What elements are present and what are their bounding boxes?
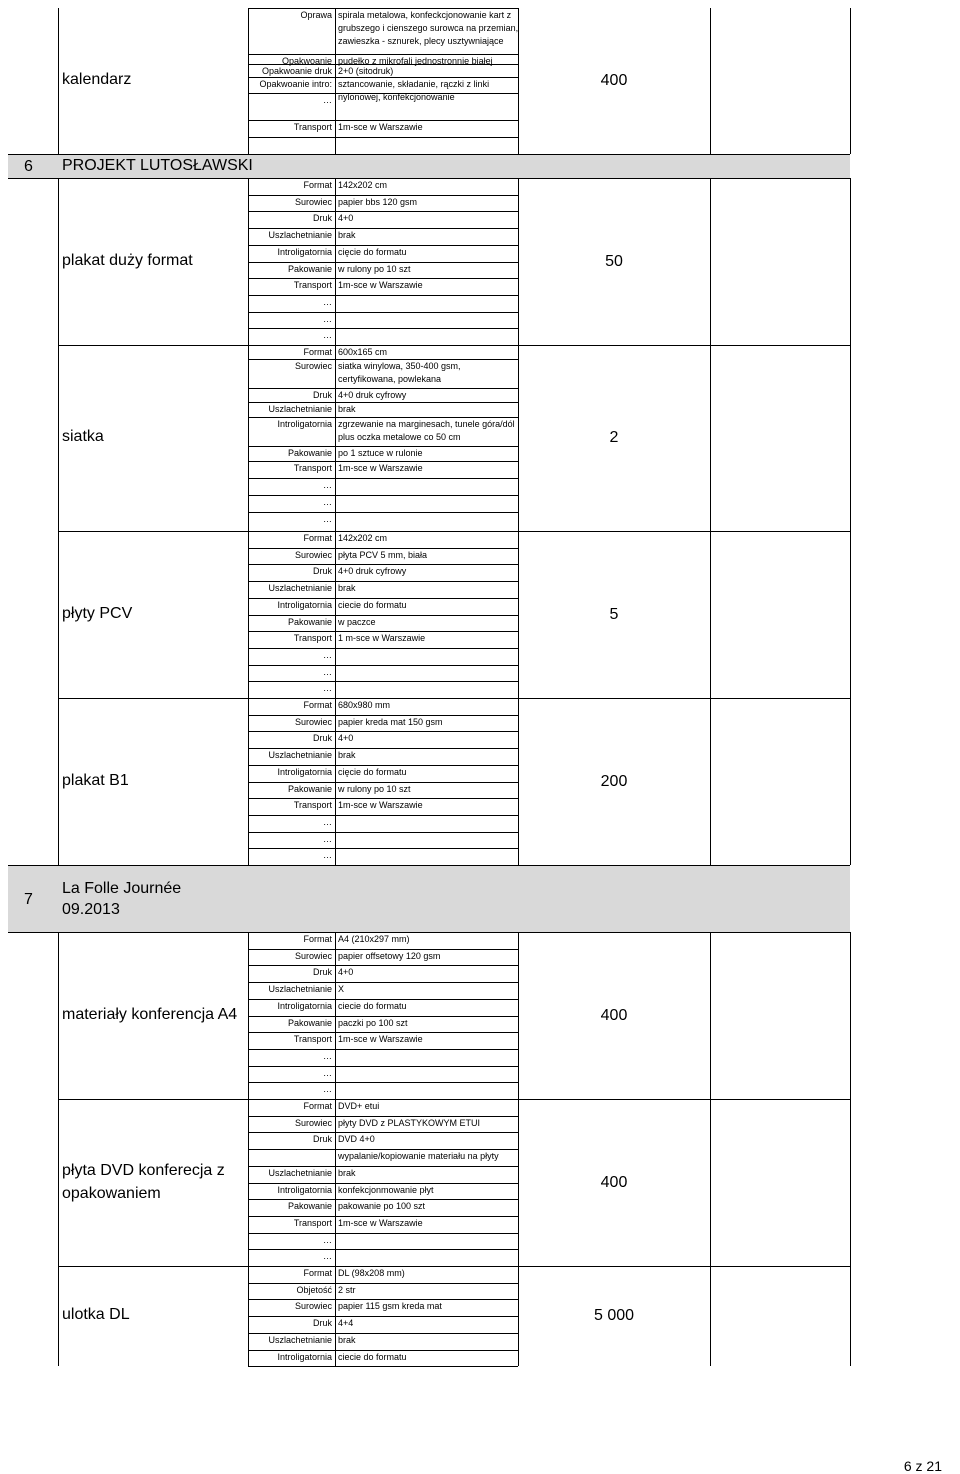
spec-label: Transport [293,1217,332,1228]
section-number: 6 [24,158,33,175]
row-line [248,120,518,121]
column-line-end [850,531,851,698]
row-line [248,648,518,649]
row-line [248,512,518,513]
row-line [248,417,518,418]
row-line [248,461,518,462]
row-line [248,1350,518,1351]
spec-value: cięcie do formatu [338,766,407,777]
spec-value: 1m-sce w Warszawie [338,1034,423,1045]
spec-value: siatka winylowa, 350-400 gsm, [338,361,461,371]
spec-value: nylonowej, konfekcjonowanie [338,92,455,102]
spec-value: papier kreda mat 150 gsm [338,716,443,727]
spec-label: … [323,497,332,507]
quantity: 200 [600,772,628,790]
row-line [248,1216,518,1217]
row-line [248,1166,518,1167]
row-line [248,1333,518,1334]
row-line [248,1016,518,1017]
spec-label: Introligatornia [277,1000,332,1011]
spec-label: Druk [312,1134,332,1145]
column-line-end [850,8,851,154]
spec-value: zawieszka - sznurek, plecy usztywniające [338,36,504,46]
row-line [248,615,518,616]
product-name: materiały konferencja A4 [62,1005,238,1023]
row-line [248,731,518,732]
product-name: ulotka DL [62,1306,130,1323]
row-line [248,1132,518,1133]
item-border-top [248,698,518,699]
spec-value: A4 (210x297 mm) [338,934,410,944]
column-line-end [850,178,851,345]
spec-label: Introligatornia [277,246,332,257]
spec-value: 4+0 [338,967,354,978]
spec-label: Druk [312,213,332,224]
spec-value: w paczce [338,616,376,627]
page-number: 6 z 21 [903,1458,942,1474]
section-border-top [8,154,850,155]
spec-value: grubszego i cienszego surowca na przemian, [338,23,519,33]
row-line [248,228,518,229]
column-line-name [58,1266,59,1366]
row-line [248,798,518,799]
row-line [248,402,518,403]
spec-label: Surowiec [294,1301,332,1312]
section-title: 09.2013 [62,900,120,918]
spec-label: … [323,683,332,694]
section-number: 7 [24,890,33,908]
row-line [248,631,518,632]
section-title: La Folle Journée [62,879,182,897]
spec-value: brak [338,1167,356,1178]
column-line-qty [710,1099,711,1266]
row-line [248,495,518,496]
spec-label: Pakowanie [287,616,332,627]
row-line [248,564,518,565]
column-line-qty [710,345,711,531]
spec-value: konfekcjonmowanie płyt [338,1184,434,1195]
product-name: plakat duży format [62,251,193,269]
spec-label: … [323,850,332,861]
spec-value: certyfikowana, powlekana [338,374,442,384]
spec-label: … [323,1050,332,1061]
row-line [248,848,518,849]
spec-label: … [323,649,332,660]
row-line [248,1082,518,1083]
spec-value: brak [338,1334,356,1345]
spec-value: DL (98x208 mm) [338,1268,405,1278]
spec-value: plus oczka metalowe co 50 cm [338,432,461,442]
item-border-top [248,531,518,532]
spec-label: … [323,313,332,324]
spec-label: Uszlachetnianie [268,984,332,995]
spec-label: Druk [312,566,332,577]
row-line [248,137,518,138]
spec-label: Uszlachetnianie [268,1167,332,1178]
spec-label: Uszlachetnianie [268,230,332,241]
spec-label: Introligatornia [277,1351,332,1362]
spec-label: Druk [312,390,332,400]
spec-label: … [323,480,332,490]
spec-value: ciecie do formatu [338,1000,407,1011]
spec-value: brak [338,583,356,594]
spec-value: ciecie do formatu [338,599,407,610]
spec-label: Format [303,533,332,543]
spec-label: Format [303,180,332,190]
spec-label: Transport [293,800,332,811]
spec-label: … [323,514,332,524]
spec-label: Druk [312,733,332,744]
spec-label: Druk [312,967,332,978]
spec-value: 1m-sce w Warszawie [338,122,423,132]
column-line-name [58,345,59,531]
row-line [248,581,518,582]
row-line [248,446,518,447]
spec-value: brak [338,230,356,241]
row-line [248,765,518,766]
row-line [248,999,518,1000]
spec-value: 4+0 [338,733,354,744]
spec-label: Pakowanie [287,448,332,458]
spec-label: Opakwoanie druk [261,66,332,76]
column-line-name [58,932,59,1099]
row-line [248,245,518,246]
spec-value: spirala metalowa, konfeckcjonowanie kart z [338,10,512,20]
row-line [248,748,518,749]
spec-label: … [323,95,332,105]
spec-label: Transport [293,463,332,473]
spec-value: ciecie do formatu [338,1351,407,1362]
row-line [248,478,518,479]
spec-label: Uszlachetnianie [268,404,332,414]
section-title: PROJEKT LUTOSŁAWSKI [62,157,253,174]
quantity: 400 [600,72,628,89]
column-line-value [335,8,336,154]
spec-label: Introligatornia [277,419,332,429]
spec-label: … [323,1084,332,1095]
row-line [248,1283,518,1284]
row-line [248,782,518,783]
spec-label: … [323,816,332,827]
spec-label: Uszlachetnianie [268,750,332,761]
spec-value: DVD 4+0 [338,1134,375,1145]
column-line-end [850,1266,851,1366]
spec-value: w rulony po 10 szt [338,263,411,274]
column-line-qty [710,8,711,154]
spec-label: Introligatornia [277,766,332,777]
item-border-top [248,345,518,346]
spec-value: zgrzewanie na marginesach, tunele góra/dól [338,419,515,429]
spec-value: sztancowanie, składanie, rączki z linki [338,79,490,89]
item-border-top [248,178,518,179]
spec-label: Opakwoanie [281,56,332,66]
spec-value: płyty DVD z PLASTYKOWYM ETUI [338,1117,481,1128]
spec-label: Transport [293,633,332,644]
spec-label: Uszlachetnianie [268,583,332,594]
column-line-qty [710,178,711,345]
row-line [248,295,518,296]
spec-value: brak [338,404,356,414]
column-line-qty [710,531,711,698]
spec-label: Surowiec [294,716,332,727]
spec-value: wypalanie/kopiowanie materiału na płyty [338,1151,499,1162]
product-name: siatka [62,428,104,445]
column-line-qty [710,932,711,1099]
quantity: 5 000 [593,1307,635,1324]
spec-label: Objetość [296,1284,332,1295]
spec-value: 142x202 cm [338,180,388,190]
spec-value: papier 115 gsm kreda mat [338,1301,442,1312]
spec-label: … [323,330,332,341]
column-line-qty [710,698,711,865]
row-line [248,1249,518,1250]
spec-value: 680x980 mm [338,700,391,710]
row-line [248,715,518,716]
spec-value: 4+0 [338,213,354,224]
spec-value: 1m-sce w Warszawie [338,1217,423,1228]
spec-value: 1 m-sce w Warszawie [338,633,426,644]
spec-label: Surowiec [294,1117,332,1128]
column-line-qty [710,1266,711,1366]
row-line [248,1299,518,1300]
spec-label: Oprawa [300,10,332,20]
spec-label: Opakwoanie intro: [259,79,332,89]
spec-label: Format [303,1101,332,1111]
row-line [248,312,518,313]
product-name: opakowaniem [62,1184,161,1202]
spec-value: papier offsetowy 120 gsm [338,950,441,961]
product-name: płyty PCV [62,604,133,622]
spec-value: 2+0 (sitodruk) [338,66,394,76]
row-line [248,1032,518,1033]
row-line [248,278,518,279]
column-line-name [58,698,59,865]
quantity: 5 [609,605,619,623]
row-line [248,1233,518,1234]
quantity: 400 [600,1173,628,1191]
row-line [248,832,518,833]
spec-value: pudełko z mikrofali jednostronnie białej [338,56,493,66]
row-line [248,1049,518,1050]
spec-label: Pakowanie [287,263,332,274]
spec-value: 4+0 druk cyfrowy [338,566,407,577]
row-line [248,598,518,599]
spec-label: Pakowanie [287,1017,332,1028]
column-line-name [58,531,59,698]
row-line [248,982,518,983]
row-line [248,1149,518,1150]
spec-label: … [323,1251,332,1262]
section-border-top [8,865,850,866]
column-line-end [850,698,851,865]
spec-label: Surowiec [294,361,332,371]
column-line-end [850,345,851,531]
spec-value: 142x202 cm [338,533,388,543]
row-line [248,1366,518,1367]
spec-label: Format [303,700,332,710]
spec-label: Surowiec [294,950,332,961]
row-line [248,211,518,212]
quantity: 400 [600,1006,628,1024]
spec-label: Pakowanie [287,1201,332,1212]
spec-label: Transport [293,280,332,291]
column-line-name [58,178,59,345]
column-line-name [58,8,59,154]
row-line [248,681,518,682]
spec-label: Introligatornia [277,1184,332,1195]
spec-label: … [323,1234,332,1245]
spec-value: 4+0 druk cyfrowy [338,390,407,400]
product-name: kalendarz [62,71,132,88]
row-line [248,195,518,196]
row-line [248,1316,518,1317]
quantity: 50 [605,252,623,270]
spec-label: Transport [293,122,332,132]
row-line [248,965,518,966]
row-line [248,328,518,329]
spec-label: Transport [293,1034,332,1045]
quantity: 2 [609,429,619,446]
row-line [248,54,518,55]
product-name: płyta DVD konferecja z [62,1161,225,1179]
spec-value: pakowanie po 100 szt [338,1201,426,1212]
row-line [248,77,518,78]
spec-label: Surowiec [294,549,332,560]
row-line [248,548,518,549]
section-band [8,865,850,932]
item-border-top [248,1099,518,1100]
product-name: plakat B1 [62,771,129,789]
spec-label: Format [303,347,332,357]
row-line [248,665,518,666]
spec-value: płyta PCV 5 mm, biała [338,549,428,560]
spec-label: Surowiec [294,196,332,207]
row-line [248,1116,518,1117]
spec-label: Pakowanie [287,783,332,794]
column-line-name [58,1099,59,1266]
spec-value: DVD+ etui [338,1101,380,1111]
spec-label: Uszlachetnianie [268,1334,332,1345]
spec-value: papier bbs 120 gsm [338,196,418,207]
row-line [248,815,518,816]
spec-value: w rulony po 10 szt [338,783,411,794]
row-line [248,359,518,360]
spec-value: 1m-sce w Warszawie [338,463,423,473]
spec-value: 2 str [338,1284,356,1295]
row-line [248,388,518,389]
column-line-end [850,1099,851,1266]
row-line [248,949,518,950]
spec-label: … [323,1067,332,1078]
spec-value: paczki po 100 szt [338,1017,408,1028]
spec-value: X [338,984,345,995]
spec-label: Format [303,1268,332,1278]
row-line [248,1183,518,1184]
spec-label: … [323,833,332,844]
spec-label: … [323,666,332,677]
column-line-value [335,345,336,531]
column-line-end [850,932,851,1099]
spec-value: 4+4 [338,1318,354,1329]
item-border-top [248,932,518,933]
spec-value: brak [338,750,356,761]
row-line [248,262,518,263]
item-border-top [248,8,518,9]
spec-value: 1m-sce w Warszawie [338,280,423,291]
spec-label: Format [303,934,332,944]
spec-label: Druk [312,1318,332,1329]
row-line [248,1066,518,1067]
spec-value: 1m-sce w Warszawie [338,800,423,811]
spec-value: 600x165 cm [338,347,388,357]
spec-value: po 1 sztuce w rulonie [338,448,423,458]
row-line [248,1199,518,1200]
spec-label: Introligatornia [277,599,332,610]
spec-value: cięcie do formatu [338,246,407,257]
spec-label: … [323,296,332,307]
item-border-top [248,1266,518,1267]
